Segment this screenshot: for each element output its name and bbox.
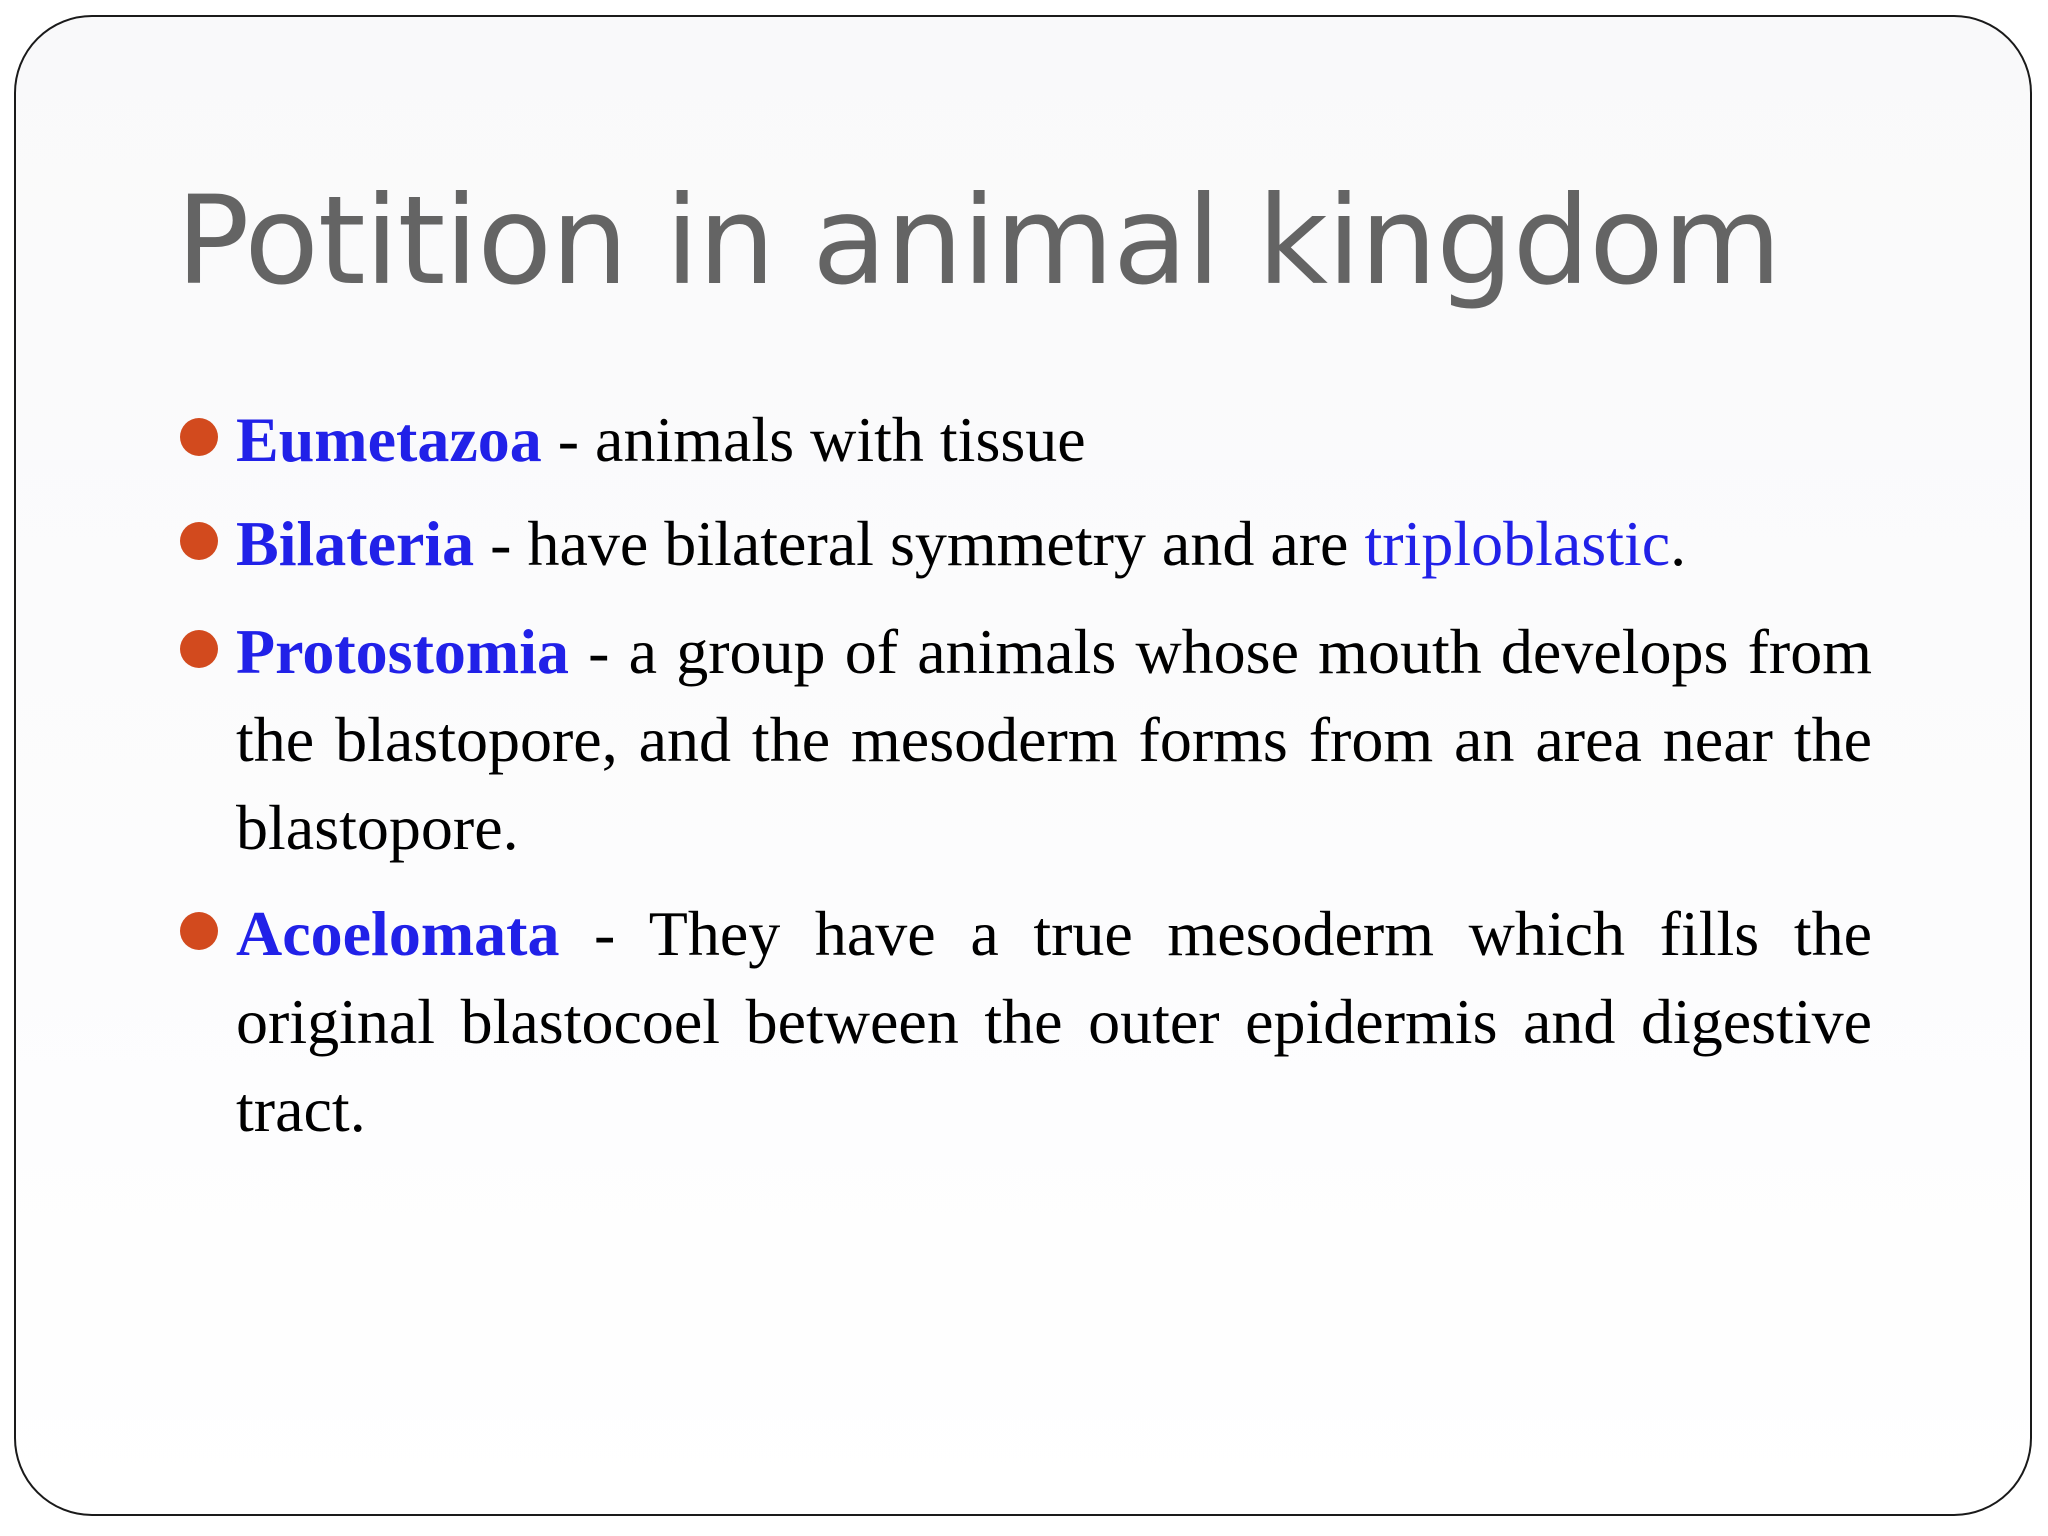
term-eumetazoa: Eumetazoa <box>236 404 542 475</box>
term-triploblastic: triploblastic <box>1364 508 1671 579</box>
bullet-dot-icon <box>180 912 218 950</box>
description-bilateria: - have bilateral symmetry and are <box>474 508 1365 579</box>
description-eumetazoa: - animals with tissue <box>541 404 1086 475</box>
bullet-dot-icon <box>180 418 218 456</box>
bullet-item-eumetazoa <box>236 396 1872 484</box>
slide-title: Potition in animal kingdom <box>176 170 1781 312</box>
term-bilateria: Bilateria <box>236 508 475 579</box>
description-acoelomata: - They have a true mesoderm which fills the original blastocoel between the outer epidermis and digestive tract. <box>236 898 1872 1145</box>
bullet-item-bilateria <box>236 500 1872 588</box>
bullet-dot-icon <box>180 522 218 560</box>
bullet-item-acoelomata <box>236 890 1872 1154</box>
term-acoelomata: Acoelomata <box>236 898 560 969</box>
bullet-item-protostomia <box>236 608 1872 872</box>
description-bilateria-end: . <box>1670 508 1687 579</box>
term-protostomia: Protostomia <box>236 616 569 687</box>
description-protostomia: - a group of animals whose mouth develops from the blastopore, and the mesoderm forms from an area near the blastopore. <box>236 616 1872 863</box>
bullet-dot-icon <box>180 630 218 668</box>
